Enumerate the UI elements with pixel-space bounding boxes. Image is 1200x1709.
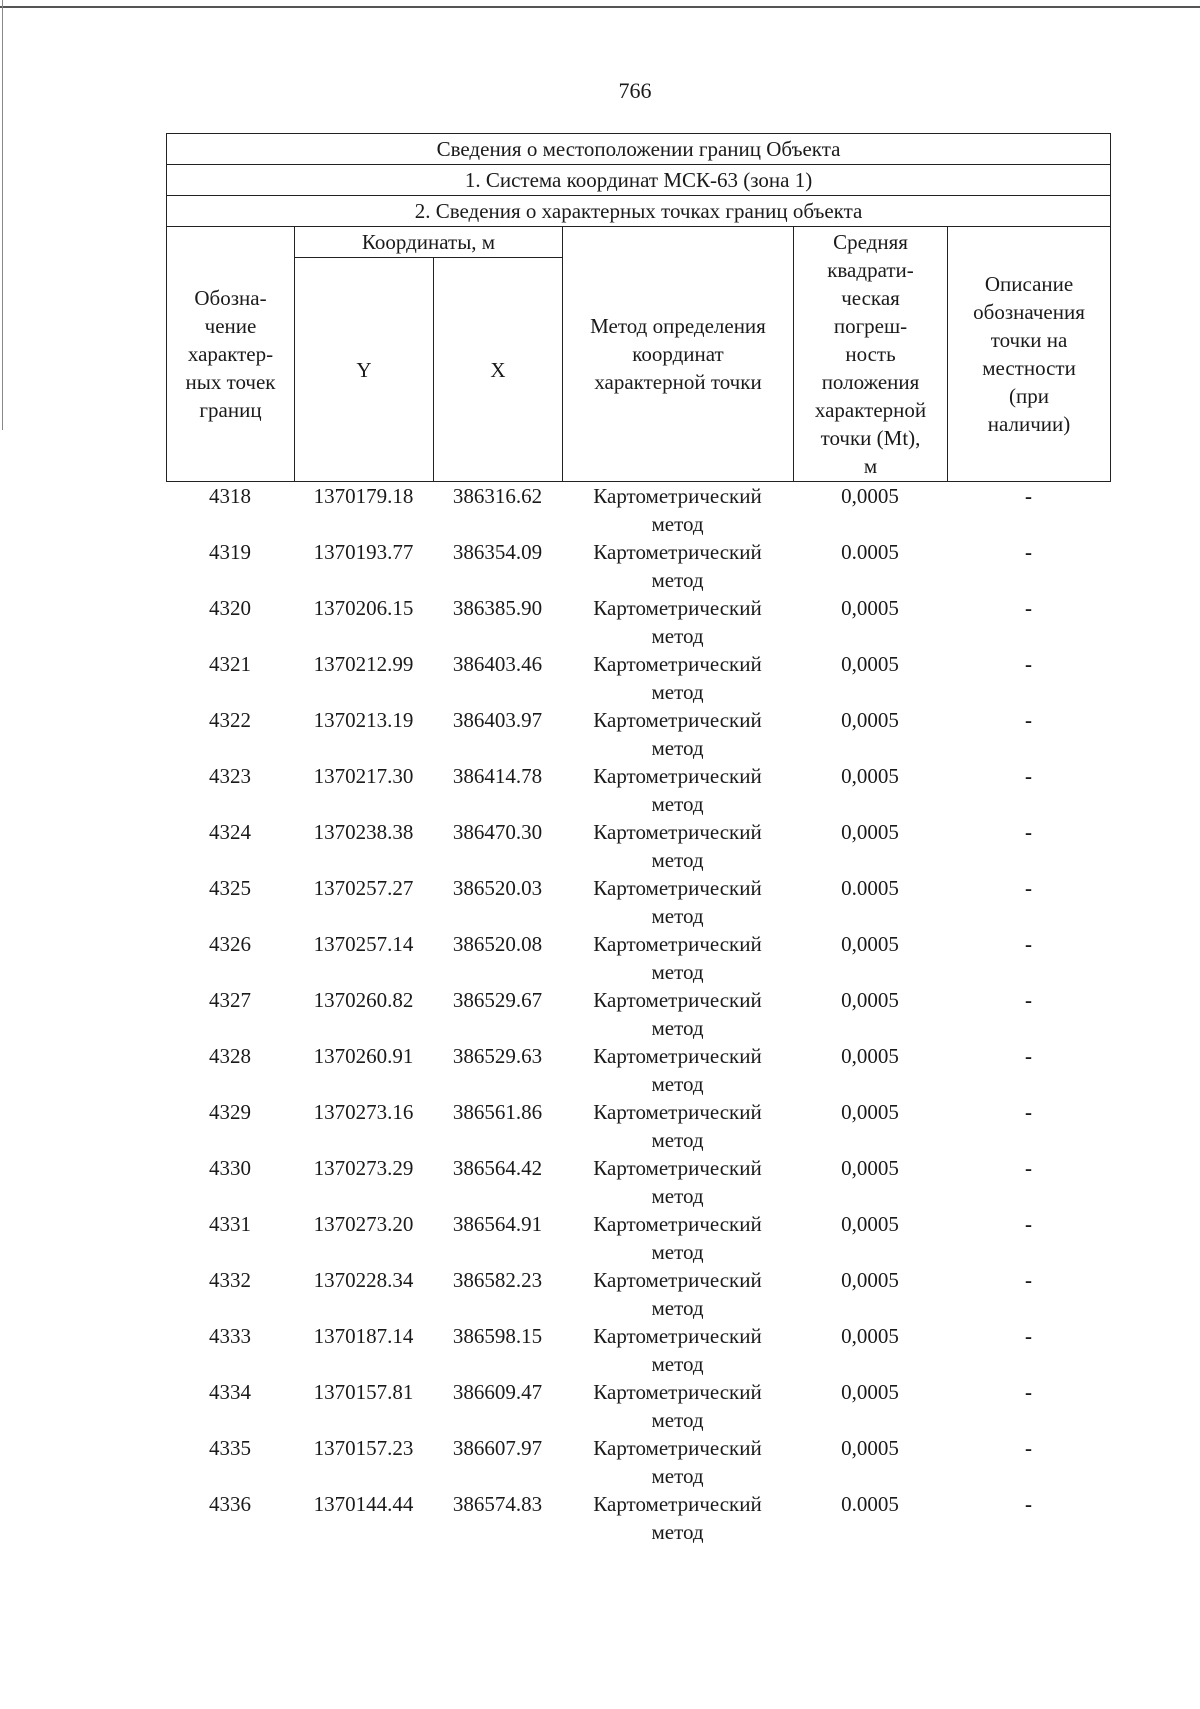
y-coord-cell: 1370273.16 (313, 1100, 414, 1124)
error-cell: 0,0005 (841, 1156, 899, 1180)
y-coord-cell: 1370157.23 (313, 1436, 414, 1460)
y-coord-cell: 1370193.77 (313, 540, 414, 564)
table-row (166, 1434, 1110, 1490)
point-id-cell: 4319 (209, 540, 251, 564)
description-cell: - (1025, 484, 1032, 508)
method-cell: Картометрический метод (593, 988, 762, 1040)
y-coord-cell: 1370238.38 (313, 820, 414, 844)
table-row (166, 482, 1110, 538)
point-id-cell: 4333 (209, 1324, 251, 1348)
point-id-cell: 4325 (209, 876, 251, 900)
error-cell: 0,0005 (841, 652, 899, 676)
col-y: Y (295, 258, 434, 482)
description-cell: - (1025, 540, 1032, 564)
col-method-label: Метод определения координат характерной точки (590, 314, 766, 394)
point-id-cell: 4318 (209, 484, 251, 508)
description-cell: - (1025, 1044, 1032, 1068)
col-point-id-label: Обозна- чение характер- ных точек границ (185, 286, 276, 422)
error-cell: 0,0005 (841, 988, 899, 1012)
method-cell: Картометрический метод (593, 596, 762, 648)
y-coord-cell: 1370273.20 (313, 1212, 414, 1236)
col-description-label: Описание обозначения точки на местности (при наличии) (973, 272, 1085, 436)
y-coord-cell: 1370257.14 (313, 932, 414, 956)
point-id-cell: 4321 (209, 652, 251, 676)
method-cell: Картометрический метод (593, 1044, 762, 1096)
x-coord-cell: 386574.83 (452, 1492, 543, 1516)
point-id-cell: 4326 (209, 932, 251, 956)
description-cell: - (1025, 1324, 1032, 1348)
y-coord-cell: 1370157.81 (313, 1380, 414, 1404)
table-title: Сведения о местоположении границ Объекта (167, 134, 1111, 165)
point-id-cell: 4328 (209, 1044, 251, 1068)
error-cell: 0,0005 (841, 1212, 899, 1236)
boundary-table-header (166, 133, 1111, 482)
method-cell: Картометрический метод (593, 1100, 762, 1152)
method-cell: Картометрический метод (593, 708, 762, 760)
description-cell: - (1025, 708, 1032, 732)
description-cell: - (1025, 820, 1032, 844)
col-method (563, 227, 794, 482)
table-body (166, 482, 1110, 1546)
error-cell: 0,0005 (841, 1324, 899, 1348)
col-coords-group: Координаты, м (295, 227, 563, 258)
y-coord-cell: 1370228.34 (313, 1268, 414, 1292)
y-coord-cell: 1370213.19 (313, 708, 414, 732)
x-coord-cell: 386561.86 (452, 1100, 543, 1124)
error-cell: 0.0005 (841, 540, 899, 564)
error-cell: 0,0005 (841, 1380, 899, 1404)
table-row (166, 874, 1110, 930)
x-coord-cell: 386598.15 (452, 1324, 543, 1348)
y-coord-cell: 1370257.27 (313, 876, 414, 900)
x-coord-cell: 386529.67 (452, 988, 543, 1012)
x-coord-cell: 386520.03 (452, 876, 543, 900)
y-coord-cell: 1370206.15 (313, 596, 414, 620)
method-cell: Картометрический метод (593, 820, 762, 872)
description-cell: - (1025, 652, 1032, 676)
col-error (794, 227, 948, 482)
point-id-cell: 4329 (209, 1100, 251, 1124)
error-cell: 0.0005 (841, 1492, 899, 1516)
point-id-cell: 4327 (209, 988, 251, 1012)
table-row (166, 538, 1110, 594)
method-cell: Картометрический метод (593, 1324, 762, 1376)
description-cell: - (1025, 1100, 1032, 1124)
y-coord-cell: 1370187.14 (313, 1324, 414, 1348)
error-cell: 0,0005 (841, 484, 899, 508)
x-coord-cell: 386354.09 (452, 540, 543, 564)
table-row (166, 1266, 1110, 1322)
col-error-label: Средняя квадрати- ческая погреш- ность положения характерной точки (Mt), м (814, 230, 927, 478)
point-id-cell: 4334 (209, 1380, 251, 1404)
point-id-cell: 4335 (209, 1436, 251, 1460)
method-cell: Картометрический метод (593, 764, 762, 816)
table-row (166, 1042, 1110, 1098)
table-row (166, 1154, 1110, 1210)
table-row (166, 1490, 1110, 1546)
table-row (166, 986, 1110, 1042)
col-point-id (167, 227, 295, 482)
error-cell: 0,0005 (841, 596, 899, 620)
y-coord-cell: 1370212.99 (313, 652, 414, 676)
table-row (166, 762, 1110, 818)
x-coord-cell: 386582.23 (452, 1268, 543, 1292)
method-cell: Картометрический метод (593, 652, 762, 704)
x-coord-cell: 386403.46 (452, 652, 543, 676)
table-row (166, 1322, 1110, 1378)
x-coord-cell: 386609.47 (452, 1380, 543, 1404)
error-cell: 0,0005 (841, 932, 899, 956)
method-cell: Картометрический метод (593, 1436, 762, 1488)
table-row (166, 650, 1110, 706)
table-row (166, 1210, 1110, 1266)
y-coord-cell: 1370217.30 (313, 764, 414, 788)
error-cell: 0,0005 (841, 820, 899, 844)
point-id-cell: 4331 (209, 1212, 251, 1236)
y-coord-cell: 1370144.44 (313, 1492, 414, 1516)
description-cell: - (1025, 1380, 1032, 1404)
col-x: X (434, 258, 563, 482)
method-cell: Картометрический метод (593, 484, 762, 536)
point-id-cell: 4324 (209, 820, 251, 844)
error-cell: 0,0005 (841, 764, 899, 788)
x-coord-cell: 386316.62 (452, 484, 543, 508)
description-cell: - (1025, 988, 1032, 1012)
page-number: 766 (618, 78, 652, 103)
error-cell: 0,0005 (841, 708, 899, 732)
description-cell: - (1025, 1156, 1032, 1180)
error-cell: 0,0005 (841, 1100, 899, 1124)
method-cell: Картометрический метод (593, 540, 762, 592)
x-coord-cell: 386470.30 (452, 820, 543, 844)
method-cell: Картометрический метод (593, 876, 762, 928)
y-coord-cell: 1370260.91 (313, 1044, 414, 1068)
table-row (166, 1378, 1110, 1434)
x-coord-cell: 386564.42 (452, 1156, 543, 1180)
x-coord-cell: 386520.08 (452, 932, 543, 956)
error-cell: 0,0005 (841, 1436, 899, 1460)
y-coord-cell: 1370179.18 (313, 484, 414, 508)
description-cell: - (1025, 1492, 1032, 1516)
description-cell: - (1025, 932, 1032, 956)
y-coord-cell: 1370273.29 (313, 1156, 414, 1180)
x-coord-cell: 386564.91 (452, 1212, 543, 1236)
point-id-cell: 4336 (209, 1492, 251, 1516)
x-coord-cell: 386414.78 (452, 764, 543, 788)
scan-edge-top (0, 6, 1200, 8)
x-coord-cell: 386385.90 (452, 596, 543, 620)
description-cell: - (1025, 1212, 1032, 1236)
description-cell: - (1025, 764, 1032, 788)
method-cell: Картометрический метод (593, 1492, 762, 1544)
col-description (948, 227, 1111, 482)
x-coord-cell: 386529.63 (452, 1044, 543, 1068)
method-cell: Картометрический метод (593, 932, 762, 984)
description-cell: - (1025, 596, 1032, 620)
method-cell: Картометрический метод (593, 1156, 762, 1208)
point-id-cell: 4322 (209, 708, 251, 732)
section-label: 2. Сведения о характерных точках границ объекта (167, 196, 1111, 227)
x-coord-cell: 386403.97 (452, 708, 543, 732)
description-cell: - (1025, 876, 1032, 900)
table-row (166, 818, 1110, 874)
description-cell: - (1025, 1268, 1032, 1292)
error-cell: 0,0005 (841, 1268, 899, 1292)
point-id-cell: 4320 (209, 596, 251, 620)
coord-system-label: 1. Система координат МСК-63 (зона 1) (167, 165, 1111, 196)
table-row (166, 594, 1110, 650)
y-coord-cell: 1370260.82 (313, 988, 414, 1012)
error-cell: 0,0005 (841, 1044, 899, 1068)
table-row (166, 930, 1110, 986)
x-coord-cell: 386607.97 (452, 1436, 543, 1460)
scan-edge-left (2, 0, 3, 430)
table-row (166, 1098, 1110, 1154)
error-cell: 0.0005 (841, 876, 899, 900)
method-cell: Картометрический метод (593, 1268, 762, 1320)
description-cell: - (1025, 1436, 1032, 1460)
point-id-cell: 4330 (209, 1156, 251, 1180)
method-cell: Картометрический метод (593, 1212, 762, 1264)
table-row (166, 706, 1110, 762)
point-id-cell: 4323 (209, 764, 251, 788)
point-id-cell: 4332 (209, 1268, 251, 1292)
method-cell: Картометрический метод (593, 1380, 762, 1432)
